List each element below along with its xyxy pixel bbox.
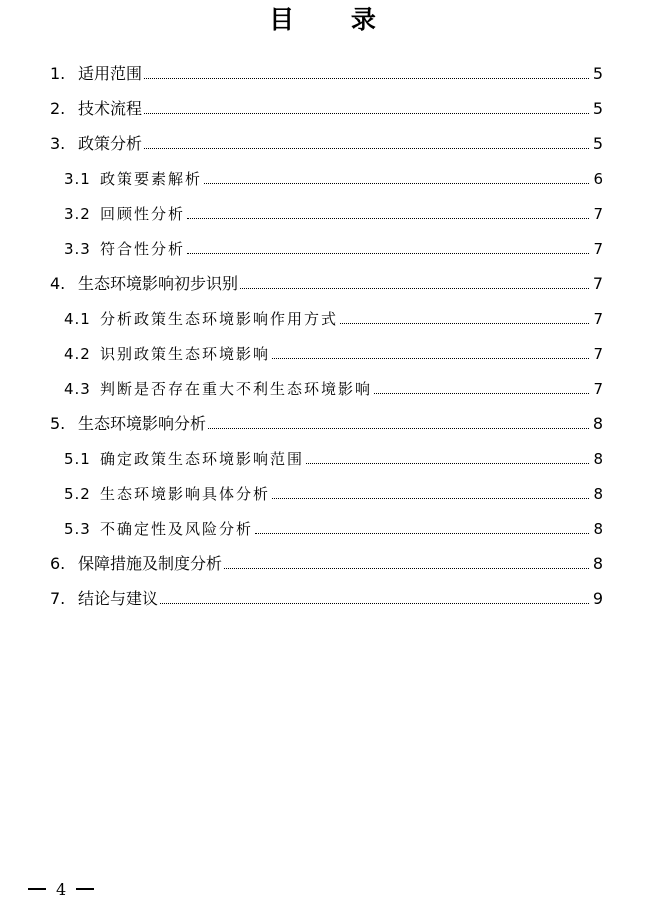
toc-dot-leader xyxy=(374,392,589,394)
toc-entry-number: 6. xyxy=(50,554,66,573)
toc-dot-leader xyxy=(204,182,589,184)
footer-dash-right xyxy=(76,888,94,890)
toc-entry[interactable] xyxy=(64,165,603,189)
toc-entry-number: 5.1 xyxy=(64,450,91,468)
toc-entry-page: 7 xyxy=(593,240,603,258)
toc-entry[interactable] xyxy=(64,375,603,399)
toc-entry-number: 5.3 xyxy=(64,520,91,538)
toc-entry[interactable] xyxy=(50,585,603,609)
toc-entry-page: 7 xyxy=(593,380,603,398)
toc-entry-number: 7. xyxy=(50,589,66,608)
toc-entry-title: 适用范围 xyxy=(78,64,143,83)
toc-entry[interactable] xyxy=(64,515,603,539)
toc-entry[interactable] xyxy=(50,60,603,84)
toc-entry[interactable] xyxy=(50,130,603,154)
toc-dot-leader xyxy=(160,602,589,604)
toc-entry[interactable] xyxy=(64,235,603,259)
toc-entry-page: 8 xyxy=(593,485,603,503)
toc-entry-title: 生态环境影响初步识别 xyxy=(78,274,239,293)
toc-entry-number: 3.1 xyxy=(64,170,91,188)
toc-entry-number: 5.2 xyxy=(64,485,91,503)
toc-dot-leader xyxy=(187,252,589,254)
toc-entry[interactable] xyxy=(64,340,603,364)
toc-dot-leader xyxy=(306,462,589,464)
toc-entry-number: 4.3 xyxy=(64,380,91,398)
toc-entry-page: 5 xyxy=(592,64,603,83)
toc-dot-leader xyxy=(272,357,589,359)
toc-dot-leader xyxy=(187,217,589,219)
toc-entry-page: 6 xyxy=(593,170,603,188)
toc-entry-number: 3. xyxy=(50,134,66,153)
toc-entry[interactable] xyxy=(64,480,603,504)
toc-entry-page: 9 xyxy=(592,589,603,608)
toc-entry-title: 回顾性分析 xyxy=(100,205,186,223)
toc-entry-title: 生态环境影响具体分析 xyxy=(100,485,271,503)
page-title: 目 录 xyxy=(269,5,400,34)
toc-entry[interactable] xyxy=(50,550,603,574)
toc-entry-title: 分析政策生态环境影响作用方式 xyxy=(100,310,339,328)
toc-entry-title: 政策要素解析 xyxy=(100,170,203,188)
toc-entry-number: 3.3 xyxy=(64,240,91,258)
toc-entry-page: 8 xyxy=(593,520,603,538)
toc-entry-number: 4.2 xyxy=(64,345,91,363)
toc-entry-title: 不确定性及风险分析 xyxy=(100,520,254,538)
toc-entry-number: 2. xyxy=(50,99,66,118)
toc-entry-page: 5 xyxy=(592,99,603,118)
toc-entry-page: 5 xyxy=(592,134,603,153)
toc-entry-title: 判断是否存在重大不利生态环境影响 xyxy=(100,380,373,398)
toc-entry[interactable] xyxy=(64,305,603,329)
toc-dot-leader xyxy=(144,147,589,149)
footer-page-number: 4 xyxy=(56,879,67,899)
toc-dot-leader xyxy=(340,322,589,324)
toc-dot-leader xyxy=(255,532,589,534)
toc-entry-page: 8 xyxy=(593,450,603,468)
toc-entry-page: 8 xyxy=(592,554,603,573)
toc-entry-title: 政策分析 xyxy=(78,134,143,153)
toc-entry-page: 7 xyxy=(593,310,603,328)
toc-entry-number: 5. xyxy=(50,414,66,433)
toc-entry[interactable] xyxy=(64,445,603,469)
toc-entry-title: 技术流程 xyxy=(78,99,143,118)
toc-entry[interactable] xyxy=(50,410,603,434)
toc-entry[interactable] xyxy=(64,200,603,224)
toc-entry[interactable] xyxy=(50,270,603,294)
toc-dot-leader xyxy=(144,112,589,114)
toc-entry-title: 符合性分析 xyxy=(100,240,186,258)
toc-dot-leader xyxy=(144,77,589,79)
page-footer xyxy=(28,877,94,901)
toc-entry-title: 生态环境影响分析 xyxy=(78,414,207,433)
toc-dot-leader xyxy=(272,497,589,499)
toc-dot-leader xyxy=(208,427,589,429)
footer-dash-left xyxy=(28,888,46,890)
toc-entry-number: 4.1 xyxy=(64,310,91,328)
toc-entry-title: 识别政策生态环境影响 xyxy=(100,345,271,363)
toc-entry-number: 3.2 xyxy=(64,205,91,223)
toc-entry-number: 4. xyxy=(50,274,66,293)
toc-entry-number: 1. xyxy=(50,64,66,83)
toc-dot-leader xyxy=(240,287,589,289)
toc-entry-page: 7 xyxy=(592,274,603,293)
toc-dot-leader xyxy=(224,567,589,569)
toc-entry-page: 8 xyxy=(592,414,603,433)
toc-entry[interactable] xyxy=(50,95,603,119)
toc-entry-page: 7 xyxy=(593,345,603,363)
toc-entry-title: 保障措施及制度分析 xyxy=(78,554,223,573)
toc-entry-title: 结论与建议 xyxy=(78,589,159,608)
toc-entry-page: 7 xyxy=(593,205,603,223)
toc-entry-title: 确定政策生态环境影响范围 xyxy=(100,450,305,468)
